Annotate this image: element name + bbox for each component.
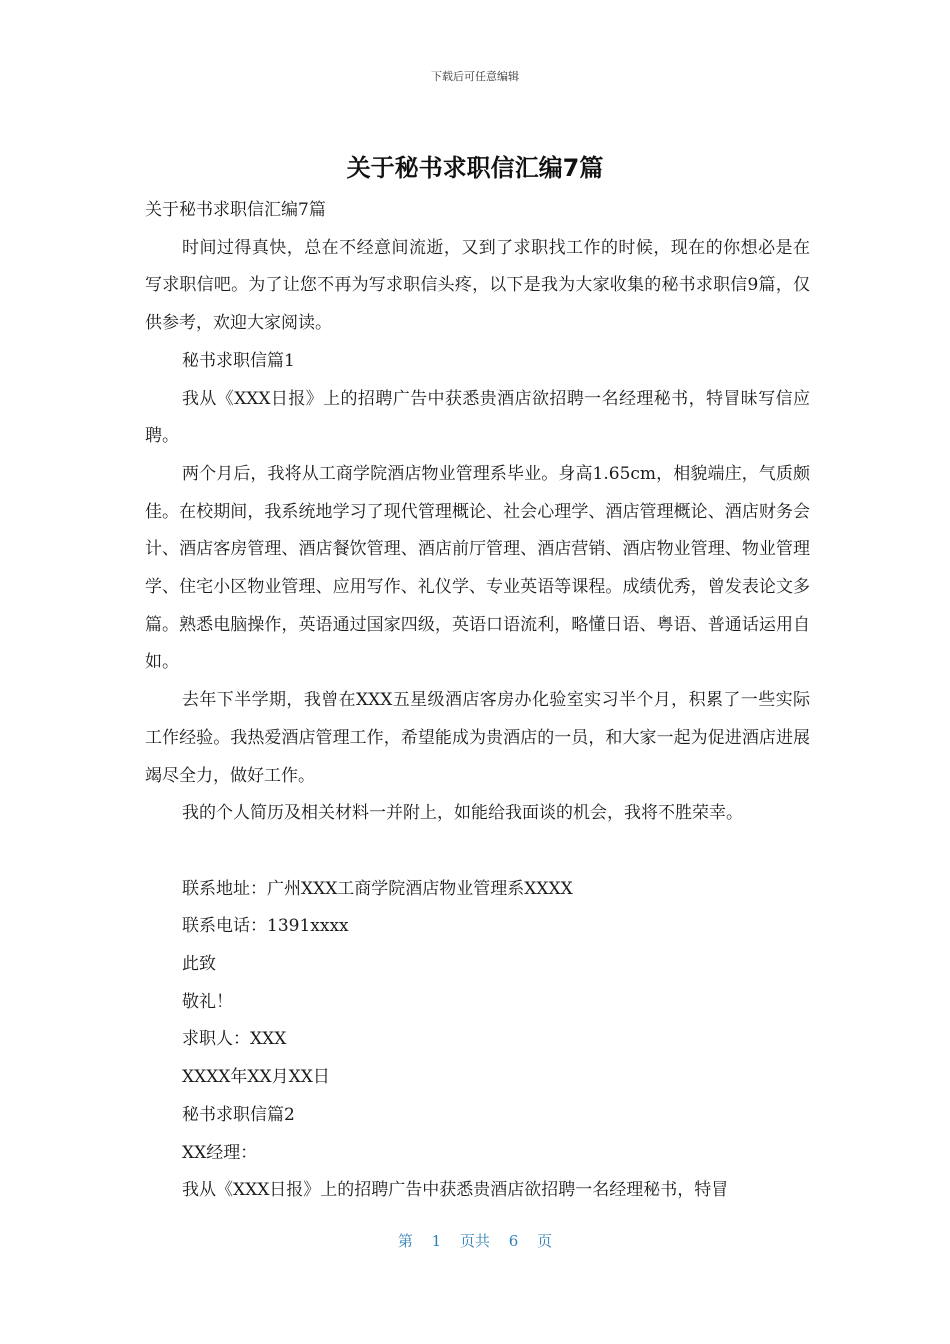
letter2-paragraph-1: 我从《XXX日报》上的招聘广告中获悉贵酒店欲招聘一名经理秘书，特冒 (182, 1180, 729, 1201)
subtitle-line: 关于秘书求职信汇编7篇 (145, 200, 326, 220)
applicant-signature: 求职人：XXX (182, 1029, 287, 1050)
contact-address: 联系地址：广州XXX工商学院酒店物业管理系XXXX (182, 878, 573, 899)
page-header-note: 下载后可任意编辑 (431, 70, 519, 83)
closing-salutation: 此致 (182, 954, 216, 975)
document-body (145, 192, 810, 1210)
letter1-paragraph-3: 去年下半学期，我曾在XXX五星级酒店客房办化验室实习半个月，积累了一些实际工作经验。我热爱酒店管理工作，希望能成为贵酒店的一员，和大家一起为促进酒店进展竭尽全力，做好工作。 (145, 690, 810, 786)
letter1-paragraph-1: 我从《XXX日报》上的招聘广告中获悉贵酒店欲招聘一名经理秘书，特冒昧写信应聘。 (145, 388, 810, 447)
intro-paragraph: 时间过得真快，总在不经意间流逝，又到了求职找工作的时候，现在的你想必是在写求职信吧。为了让您不再为写求职信头疼，以下是我为大家收集的秘书求职信9篇，仅供参考，欢迎大家阅读。 (145, 237, 810, 334)
blank-line (145, 833, 810, 871)
letter-date: XXXX年XX月XX日 (182, 1067, 330, 1088)
page-number: 第 1 页共 6 页 (397, 1232, 553, 1250)
letter1-paragraph-4: 我的个人简历及相关材料一并附上，如能给我面谈的机会，我将不胜荣幸。 (182, 803, 743, 824)
contact-phone: 联系电话：1391xxxx (182, 916, 349, 937)
document-title: 关于秘书求职信汇编7篇 (346, 154, 604, 182)
letter1-paragraph-2: 两个月后，我将从工商学院酒店物业管理系毕业。身高1.65cm，相貌端庄，气质颇佳。在校期间，我系统地学习了现代管理概论、社会心理学、酒店管理概论、酒店财务会计、酒店客房管理、酒店餐饮管理、酒店前厅管理、酒店营销、酒店物业管理、物业管理学、住宅小区物业管理、应用写作、礼仪学、专业英语等课程。成绩优秀，曾发表论文多篇。熟悉电脑操作，英语通过国家四级，英语口语流利，略懂日语、粤语、普通话运用自如。 (145, 463, 810, 673)
section-heading-1: 秘书求职信篇1 (182, 350, 295, 371)
section-heading-2: 秘书求职信篇2 (182, 1104, 295, 1125)
letter2-greeting: XX经理： (182, 1142, 258, 1163)
closing-regards: 敬礼！ (182, 991, 233, 1012)
